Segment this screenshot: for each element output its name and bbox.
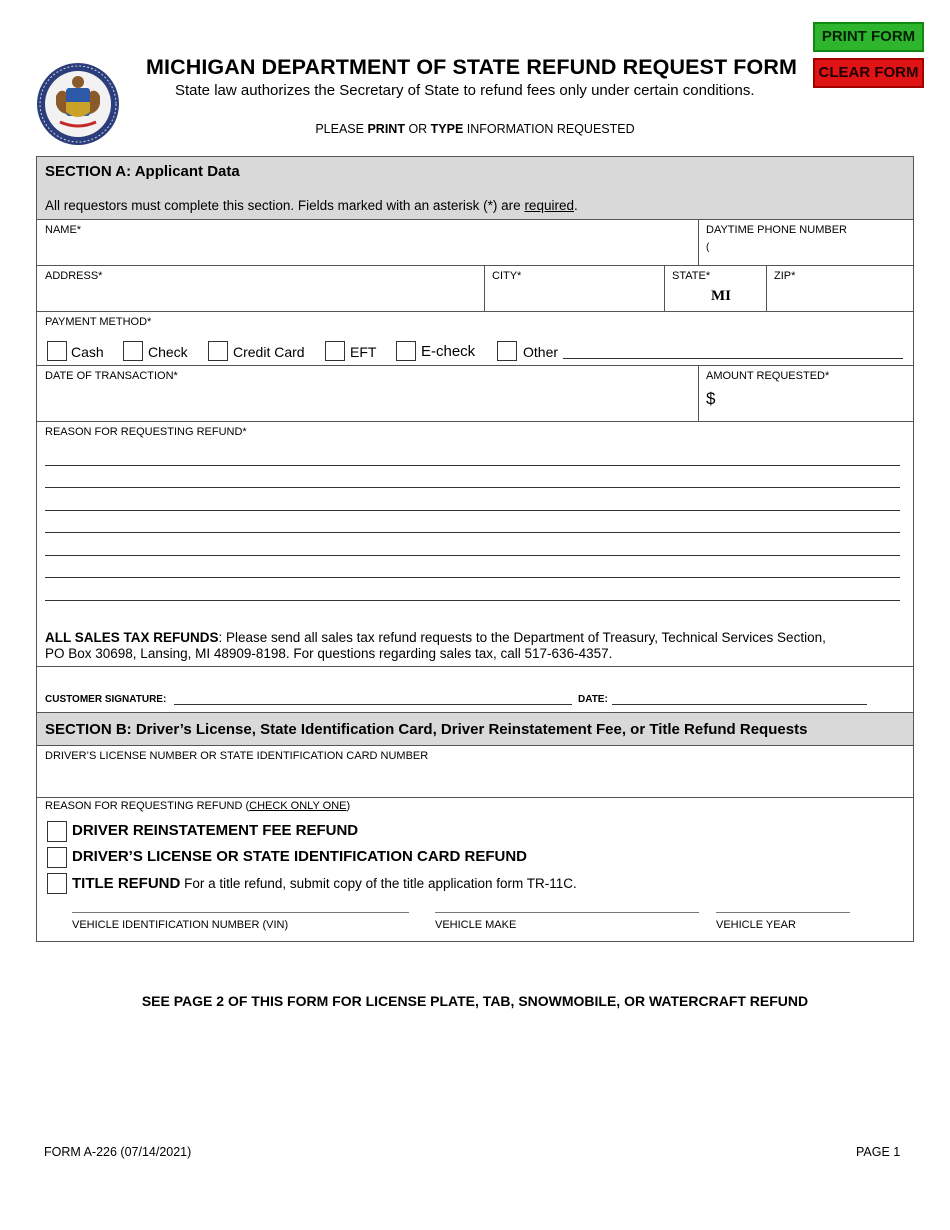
title-refund-label: TITLE REFUND For a title refund, submit copy of the title application form TR-11C. — [72, 875, 577, 892]
reason-line[interactable] — [45, 510, 900, 511]
name-field[interactable] — [41, 237, 693, 263]
vin-label: VEHICLE IDENTIFICATION NUMBER (VIN) — [72, 919, 289, 931]
reason-line[interactable] — [45, 465, 900, 466]
vin-field[interactable] — [72, 912, 409, 913]
section-a-note: All requestors must complete this section. Fields marked with an asterisk (*) are required. — [45, 198, 578, 213]
address-label: ADDRESS* — [45, 270, 103, 282]
title-refund-checkbox[interactable] — [47, 873, 67, 894]
reason-line[interactable] — [45, 487, 900, 488]
dl-number-field[interactable] — [41, 765, 909, 795]
print-instruction: PLEASE PRINT OR TYPE INFORMATION REQUESTED — [315, 122, 635, 136]
date-of-transaction-label: DATE OF TRANSACTION* — [45, 370, 178, 382]
phone-label: DAYTIME PHONE NUMBER — [706, 224, 847, 236]
sales-tax-note: ALL SALES TAX REFUNDS: Please send all sales tax refund requests to the Department of Treasury, Technical Services Section, — [45, 630, 826, 645]
other-payment-field[interactable] — [563, 358, 903, 359]
reason-line[interactable] — [45, 600, 900, 601]
form-id: FORM A-226 (07/14/2021) — [44, 1145, 192, 1159]
reason-line[interactable] — [45, 577, 900, 578]
sales-tax-note-address: PO Box 30698, Lansing, MI 48909-8198. For questions regarding sales tax, call 517-636-4357. — [45, 646, 613, 661]
section-a-title: SECTION A: Applicant Data — [45, 163, 240, 180]
vehicle-make-label: VEHICLE MAKE — [435, 919, 517, 931]
reinstatement-refund-checkbox[interactable] — [47, 821, 67, 842]
signature-date-label: DATE: — [578, 694, 608, 705]
check-checkbox[interactable] — [123, 341, 143, 361]
city-label: CITY* — [492, 270, 522, 282]
dl-number-label: DRIVER’S LICENSE NUMBER OR STATE IDENTIFICATION CARD NUMBER — [45, 750, 429, 762]
payment-method-label: PAYMENT METHOD* — [45, 316, 152, 328]
eft-checkbox[interactable] — [325, 341, 345, 361]
vehicle-year-label: VEHICLE YEAR — [716, 919, 796, 931]
credit-card-label: Credit Card — [233, 344, 305, 360]
address-field[interactable] — [41, 283, 479, 309]
clear-form-button[interactable]: CLEAR FORM — [813, 58, 924, 88]
name-label: NAME* — [45, 224, 82, 236]
eft-label: EFT — [350, 344, 377, 360]
echeck-checkbox[interactable] — [396, 341, 416, 361]
dl-id-refund-checkbox[interactable] — [47, 847, 67, 868]
zip-label: ZIP* — [774, 270, 796, 282]
section-b-title: SECTION B: Driver’s License, State Identification Card, Driver Reinstatement Fee, or Title Refund Requests — [45, 721, 808, 738]
cash-checkbox[interactable] — [47, 341, 67, 361]
other-label: Other — [523, 344, 559, 360]
other-checkbox[interactable] — [497, 341, 517, 361]
customer-signature-field[interactable] — [174, 704, 572, 705]
vehicle-year-field[interactable] — [716, 912, 850, 913]
vehicle-make-field[interactable] — [435, 912, 699, 913]
state-field[interactable]: MI — [711, 288, 731, 304]
section-b-reason-label: REASON FOR REQUESTING REFUND (CHECK ONLY ONE) — [45, 800, 351, 812]
zip-field[interactable] — [770, 283, 908, 309]
print-form-button[interactable]: PRINT FORM — [813, 22, 924, 52]
dl-id-refund-label: DRIVER’S LICENSE OR STATE IDENTIFICATION CARD REFUND — [72, 848, 528, 865]
city-field[interactable] — [488, 283, 660, 309]
date-of-transaction-field[interactable] — [41, 385, 693, 417]
page-title: MICHIGAN DEPARTMENT OF STATE REFUND REQUEST FORM — [146, 55, 797, 79]
reason-line[interactable] — [45, 555, 900, 556]
state-label: STATE* — [672, 270, 711, 282]
check-label: Check — [148, 344, 188, 360]
phone-field[interactable]: ( — [706, 242, 710, 253]
page2-note: SEE PAGE 2 OF THIS FORM FOR LICENSE PLATE, TAB, SNOWMOBILE, OR WATERCRAFT REFUND — [141, 993, 809, 1009]
cash-label: Cash — [71, 344, 104, 360]
reason-line[interactable] — [45, 532, 900, 533]
reinstatement-refund-label: DRIVER REINSTATEMENT FEE REFUND — [72, 822, 359, 839]
amount-requested-field[interactable]: $ — [706, 389, 716, 408]
refund-form — [36, 156, 914, 942]
reason-label: REASON FOR REQUESTING REFUND* — [45, 426, 247, 438]
page-number: PAGE 1 — [856, 1145, 901, 1159]
customer-signature-label: CUSTOMER SIGNATURE: — [45, 694, 167, 705]
amount-requested-label: AMOUNT REQUESTED* — [706, 370, 830, 382]
page-subtitle: State law authorizes the Secretary of State to refund fees only under certain conditions. — [175, 82, 755, 99]
credit-card-checkbox[interactable] — [208, 341, 228, 361]
echeck-label: E-check — [421, 343, 476, 360]
signature-date-field[interactable] — [612, 704, 867, 705]
